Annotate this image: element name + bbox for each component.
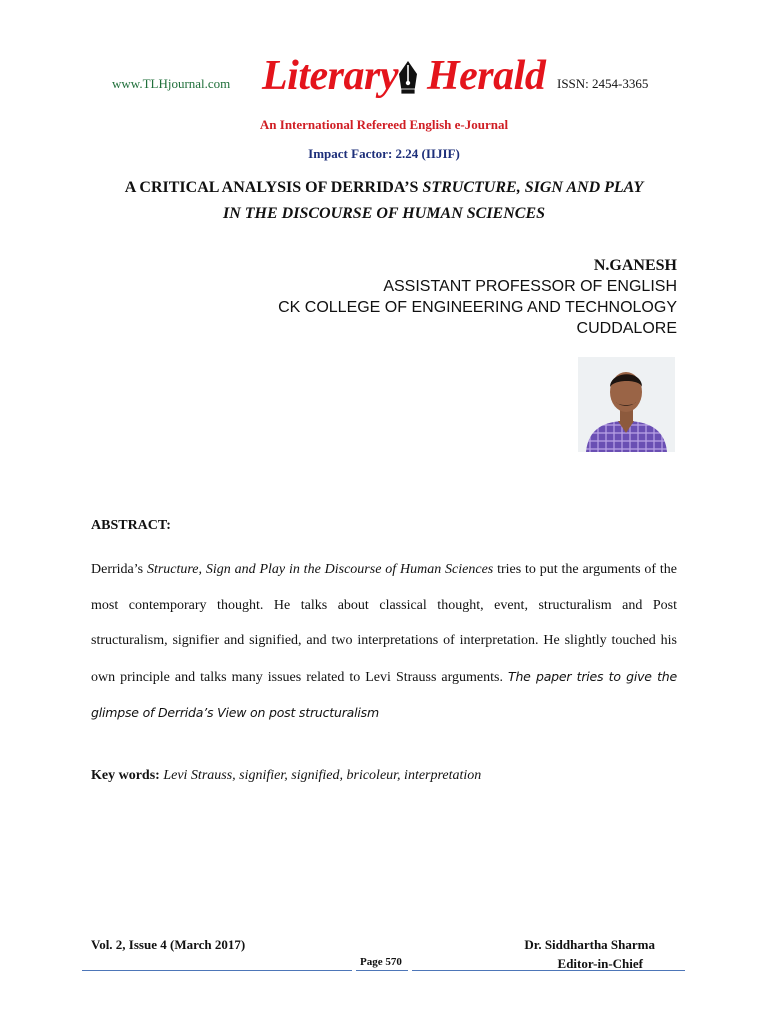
- issn-number: ISSN: 2454-3365: [557, 76, 649, 91]
- footer-editor-name: Dr. Siddhartha Sharma: [524, 937, 655, 952]
- title-italic-line-2: IN THE DISCOURSE OF HUMAN SCIENCES: [222, 205, 546, 222]
- footer-volume: Vol. 2, Issue 4 (March 2017): [91, 937, 246, 952]
- journal-subtitle: An International Refereed English e-Journal: [259, 117, 509, 132]
- author-college: CK COLLEGE OF ENGINEERING AND TECHNOLOGY: [278, 299, 677, 316]
- journal-logo: [262, 52, 552, 100]
- abstract-last-sentence: The paper tries to give the glimpse of Derrida’s View on post structuralism: [91, 668, 677, 720]
- abstract-body: [91, 552, 677, 732]
- footer-rule-right: [412, 970, 685, 971]
- title-prefix: A CRITICAL ANALYSIS OF DERRIDA’S: [124, 179, 423, 196]
- title-italic-line-1: STRUCTURE, SIGN AND PLAY: [422, 179, 644, 196]
- keywords-list: Levi Strauss, signifier, signified, bricoleur, interpretation: [163, 768, 482, 783]
- fountain-pen-nib-icon: [396, 60, 420, 96]
- footer-editor-role: Editor-in-Chief: [557, 956, 643, 971]
- logo-word-herald: Herald: [427, 53, 546, 99]
- logo-word-literary: Literary: [262, 53, 398, 99]
- abstract-lead: Derrida’s: [91, 562, 147, 577]
- abstract-heading: ABSTRACT:: [91, 518, 171, 533]
- keywords-label: Key words:: [91, 768, 164, 783]
- footer-rule-left: [82, 970, 352, 971]
- author-photo: [578, 357, 675, 452]
- author-portrait-icon: [578, 357, 675, 452]
- footer-rule-middle: [356, 970, 408, 971]
- paper-title: [60, 175, 708, 227]
- abstract-italic-title: Structure, Sign and Play in the Discourse of Human Sciences: [146, 562, 494, 577]
- author-name: N.GANESH: [593, 257, 677, 274]
- footer-page-number: Page 570: [360, 956, 402, 968]
- abstract-text: tries to put the arguments of the most contemporary thought. He talks about classical thought, event, structuralism and Post structuralism, signifier and signified, and two interpretations of interpretation. He slightly touched his own principle and talks many issues related to Levi Strauss arguments.: [91, 562, 677, 685]
- site-url: www.TLHjournal.com: [112, 76, 231, 91]
- keywords: [91, 768, 481, 784]
- impact-factor: Impact Factor: 2.24 (IIJIF): [308, 146, 460, 161]
- author-city: CUDDALORE: [576, 320, 677, 337]
- author-role: ASSISTANT PROFESSOR OF ENGLISH: [383, 278, 677, 295]
